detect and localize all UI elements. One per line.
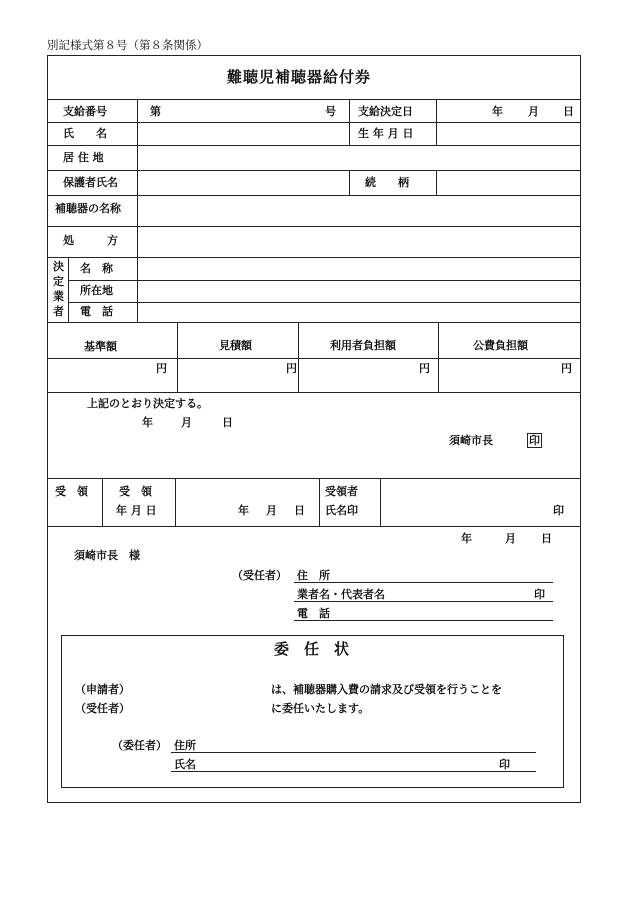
agent-phone-label: 電 話 [297, 607, 330, 620]
agent-company-label: 業者名・代表者名 [297, 588, 385, 601]
decision-text: 上記のとおり決定する。 [87, 397, 208, 410]
vendor-side-char: 定 [53, 275, 64, 288]
receipt-date-label-top: 受 領 [119, 485, 152, 498]
request-day: 日 [541, 532, 552, 545]
vendor-location-label: 所在地 [80, 284, 113, 297]
yen-unit: 円 [156, 362, 167, 375]
agent-label: （受任者） [232, 569, 287, 582]
statement-month: 月 [181, 416, 192, 429]
delegator-seal: 印 [499, 758, 510, 771]
agent-address-label: 住 所 [297, 569, 330, 582]
name-label: 氏 名 [63, 127, 107, 140]
vendor-side-char: 者 [53, 305, 64, 318]
device-name-label: 補聴器の名称 [55, 202, 121, 215]
public-burden-header: 公費負担額 [473, 339, 528, 352]
request-year: 年 [461, 532, 472, 545]
statement-day: 日 [222, 416, 233, 429]
receiver-label-top: 受領者 [325, 485, 358, 498]
estimate-amount-header: 見積額 [219, 339, 252, 352]
form-title: 難聴児補聴器給付券 [227, 68, 372, 86]
proxy-agent-label: （受任者） [75, 702, 130, 715]
yen-unit: 円 [286, 362, 297, 375]
user-burden-header: 利用者負担額 [330, 339, 396, 352]
standard-amount-header: 基準額 [84, 340, 117, 353]
agent-seal: 印 [534, 588, 545, 601]
applicant-label: （申請者） [75, 683, 130, 696]
statement-year: 年 [142, 416, 153, 429]
delegator-label: （委任者） [112, 739, 167, 752]
receiver-label-bottom: 氏名印 [325, 504, 358, 517]
vendor-side-char: 業 [53, 290, 64, 303]
form-reference: 別記様式第８号（第８条関係） [47, 38, 208, 52]
request-month: 月 [505, 532, 516, 545]
addressee: 須崎市長 様 [74, 549, 140, 562]
birth-date-label: 生 年 月 日 [358, 127, 414, 140]
proxy-title: 委 任 状 [274, 640, 350, 658]
yen-unit: 円 [419, 362, 430, 375]
delegator-address-label: 住所 [174, 739, 196, 752]
delegator-name-label: 氏名 [174, 758, 196, 771]
decision-date-label: 支給決定日 [358, 105, 413, 118]
payment-number-label: 支給番号 [63, 105, 107, 118]
decision-year: 年 [492, 105, 503, 118]
decision-month: 月 [528, 105, 539, 118]
receipt-day: 日 [294, 504, 305, 517]
vendor-side-char: 決 [53, 260, 64, 273]
receipt-month: 月 [266, 504, 277, 517]
relation-label: 続 柄 [365, 176, 409, 189]
mayor-label: 須崎市長 [449, 434, 493, 447]
receiver-seal: 印 [553, 504, 564, 517]
mayor-seal: 印 [529, 434, 540, 447]
decision-day: 日 [563, 105, 574, 118]
address-label: 居 住 地 [63, 151, 104, 164]
proxy-line-2: に委任いたします。 [271, 702, 370, 715]
vendor-name-label: 名 称 [80, 262, 113, 275]
go-label: 号 [325, 105, 336, 118]
dai-label: 第 [150, 105, 161, 118]
receipt-date-label-bottom: 年 月 日 [116, 504, 157, 517]
prescription-label: 処 方 [63, 234, 118, 247]
receipt-label: 受 領 [55, 485, 88, 498]
vendor-phone-label: 電 話 [80, 305, 113, 318]
proxy-line-1: は、補聴器購入費の請求及び受領を行うことを [271, 683, 502, 696]
receipt-year: 年 [238, 504, 249, 517]
yen-unit: 円 [561, 362, 572, 375]
guardian-label: 保護者氏名 [63, 176, 118, 189]
